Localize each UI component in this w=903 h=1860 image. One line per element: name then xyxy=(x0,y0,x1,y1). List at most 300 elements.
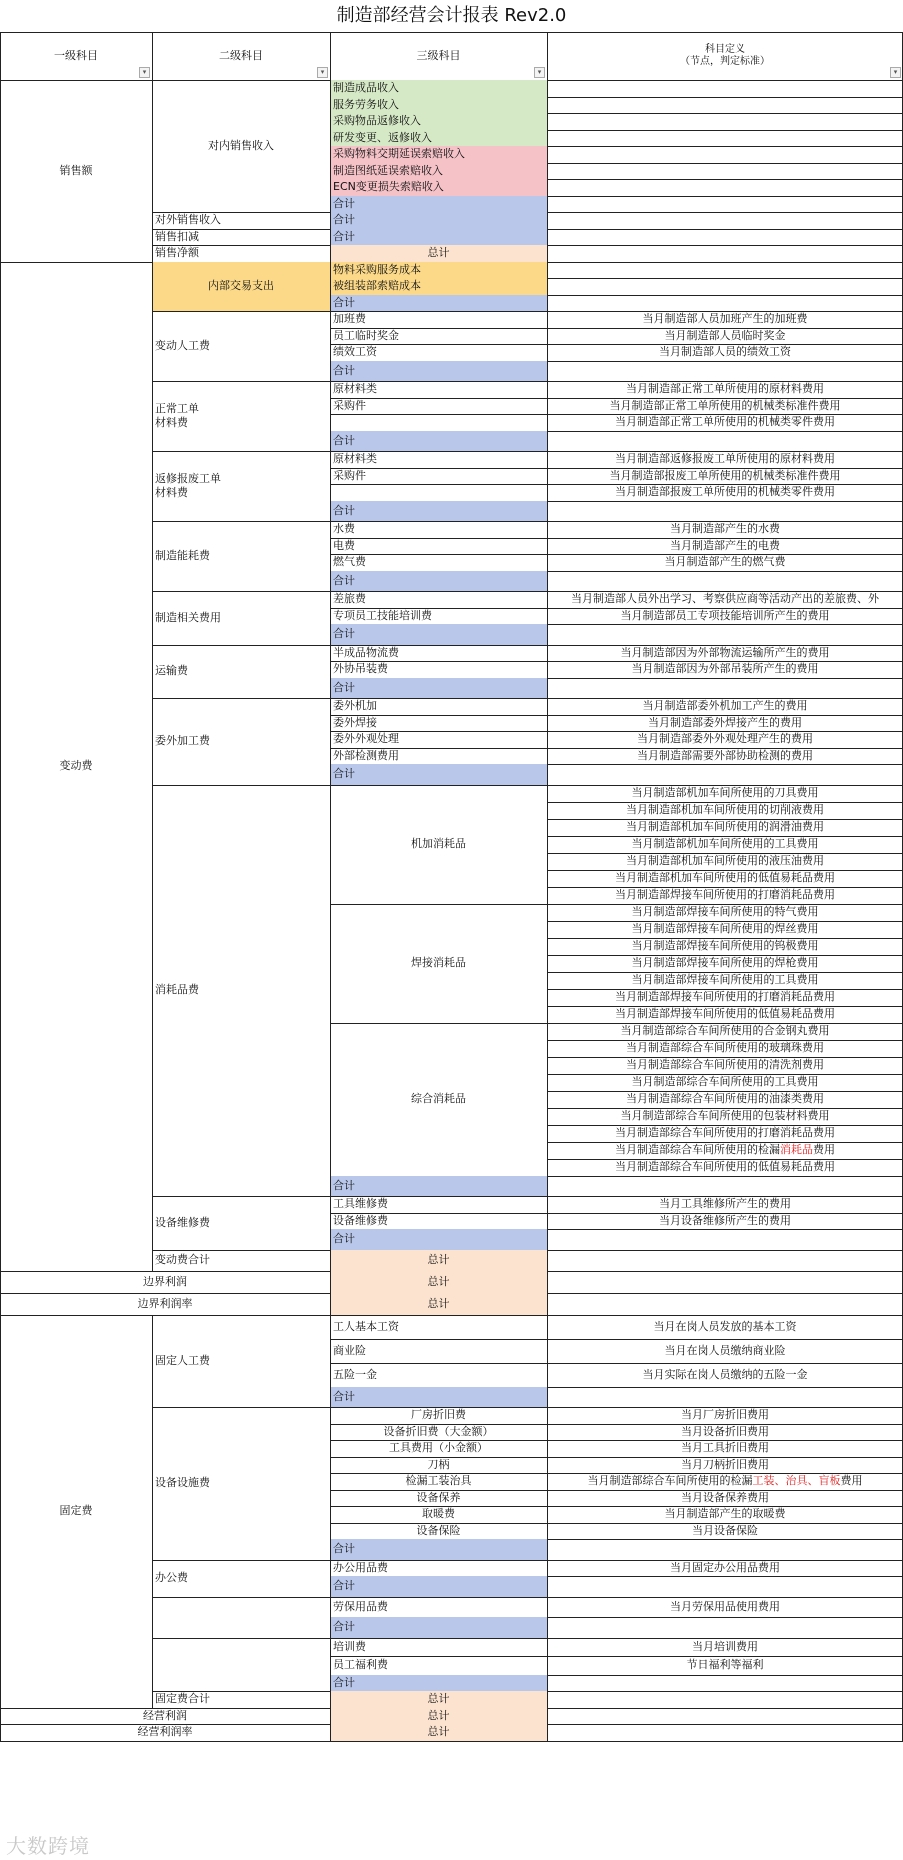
total-cell xyxy=(330,1691,547,1708)
definition-text: 当月工具维修所产生的费用 xyxy=(659,1197,791,1211)
definition-cell xyxy=(547,196,903,213)
definition-text: 当月制造部产生的电费 xyxy=(670,538,780,552)
subtotal-cell xyxy=(330,764,547,785)
definition-text: 当月制造部正常工单所使用的机械类标准件费用 xyxy=(609,398,841,412)
filter-dropdown-icon[interactable]: ▾ xyxy=(534,67,545,78)
level3-label: 燃气费 xyxy=(333,555,366,569)
definition-text: 当月制造部产生的取暖费 xyxy=(664,1507,786,1521)
definition-cell xyxy=(547,955,903,972)
definition-cell xyxy=(547,262,903,279)
level3-item xyxy=(330,1196,547,1213)
subtotal-cell xyxy=(330,1617,547,1638)
level3-item xyxy=(330,1407,547,1424)
subtotal-cell xyxy=(330,501,547,522)
definition-cell xyxy=(547,1159,903,1176)
level3-item xyxy=(330,554,547,571)
transport-label-text: 运输费 xyxy=(155,664,188,678)
subtotal-cell xyxy=(330,1539,547,1560)
definition-cell xyxy=(547,1576,903,1597)
definition-cell xyxy=(547,1363,903,1387)
margin-profit-text: 边界利润 xyxy=(143,1274,187,1288)
subtotal-label: 合计 xyxy=(333,295,355,309)
report-title: 制造部经营会计报表 Rev2.0 xyxy=(336,5,567,26)
definition-text: 当月设备维修所产生的费用 xyxy=(659,1213,791,1227)
level3-item xyxy=(330,278,547,295)
consumables-label xyxy=(152,785,330,1197)
definition-cell xyxy=(547,645,903,662)
variable-labor-label-text: 变动人工费 xyxy=(155,339,210,353)
header-level2-label: 二级科目 xyxy=(219,49,263,63)
rework-material-label-line: 返修报废工单 xyxy=(155,472,221,486)
definition-cell xyxy=(547,1315,903,1339)
level3-label: 设备折旧费（大金额） xyxy=(383,1424,494,1438)
definition-cell xyxy=(547,1617,903,1638)
definition-text: 当月制造部因为外部物流运输所产生的费用 xyxy=(620,645,830,659)
definition-text: 当月制造部机加车间所使用的低值易耗品费用 xyxy=(615,871,835,885)
total-label: 总计 xyxy=(427,246,450,260)
definition-text: 当月制造部综合车间所使用的玻璃珠费用 xyxy=(626,1041,824,1055)
operating-profit-label xyxy=(0,1708,330,1725)
definition-text: 费用 xyxy=(840,1474,863,1488)
definition-cell xyxy=(547,1213,903,1230)
definition-cell xyxy=(547,1387,903,1408)
definition-cell xyxy=(547,229,903,246)
definition-highlight: 工装、治具、盲板 xyxy=(752,1474,841,1488)
definition-cell xyxy=(547,1293,903,1315)
definition-cell xyxy=(547,212,903,229)
definition-text: 当月制造部人员的绩效工资 xyxy=(659,345,791,359)
definition-text: 当月制造部委外机加工产生的费用 xyxy=(642,699,808,713)
definition-cell xyxy=(547,521,903,538)
fixed-level1-label: 固定费 xyxy=(59,1504,93,1518)
level3-item xyxy=(330,1638,547,1657)
definition-text: 当月制造部机加车间所使用的刀具费用 xyxy=(631,786,819,800)
normal-material-label-line: 正常工单 xyxy=(155,402,199,416)
total-label: 总计 xyxy=(427,1725,450,1739)
definition-cell xyxy=(547,1040,903,1057)
definition-cell xyxy=(547,785,903,802)
filter-dropdown-icon[interactable]: ▾ xyxy=(890,67,901,78)
variable-total-label xyxy=(152,1250,330,1271)
level3-item xyxy=(330,661,547,678)
definition-sublabel: （节点，判定标准） xyxy=(680,56,770,67)
unlabeled-group xyxy=(152,1638,330,1692)
definition-text: 当月厂房折旧费用 xyxy=(681,1408,769,1422)
definition-cell xyxy=(547,431,903,452)
level3-label: 制造成品收入 xyxy=(333,81,399,95)
definition-text: 当月设备保险 xyxy=(692,1523,758,1537)
outsource-label xyxy=(152,698,330,785)
definition-text: 当月制造部返修报废工单所使用的原材料费用 xyxy=(615,452,835,466)
level3-label: 加班费 xyxy=(333,312,366,326)
definition-text: 当月制造部正常工单所使用的机械类零件费用 xyxy=(615,415,835,429)
level3-label: 办公用品费 xyxy=(333,1560,388,1574)
level3-item xyxy=(330,715,547,732)
definition-cell xyxy=(547,1196,903,1213)
level3-item xyxy=(330,1339,547,1363)
definition-text: 当月制造部委外焊接产生的费用 xyxy=(648,715,802,729)
subtotal-label: 合计 xyxy=(333,503,355,517)
header-level1-label: 一级科目 xyxy=(54,49,98,63)
definition-cell xyxy=(547,1006,903,1023)
general-consumables-label xyxy=(330,1023,547,1176)
level3-label: 工具费用（小金额） xyxy=(389,1441,488,1455)
welding-consumables-label-text: 焊接消耗品 xyxy=(411,956,466,970)
fixed-total-label xyxy=(152,1691,330,1708)
definition-text: 节日福利等福利 xyxy=(686,1658,764,1672)
facility-label xyxy=(152,1407,330,1560)
definition-text: 当月制造部焊接车间所使用的焊枪费用 xyxy=(631,956,819,970)
watermark: 大数跨境 xyxy=(6,1834,90,1858)
related-cost-label-text: 制造相关费用 xyxy=(155,610,221,624)
sales-deduction-label: 销售扣减 xyxy=(155,229,199,243)
level3-item xyxy=(330,1424,547,1441)
definition-cell xyxy=(547,1440,903,1457)
fixed-total-text: 固定费合计 xyxy=(155,1692,210,1706)
definition-cell xyxy=(547,80,903,97)
internal-trade-text: 内部交易支出 xyxy=(208,279,274,293)
sales-external-label: 对外销售收入 xyxy=(155,213,221,227)
definition-text: 当月制造部需要外部协助检测的费用 xyxy=(637,748,813,762)
definition-text: 当月制造部焊接车间所使用的焊丝费用 xyxy=(631,922,819,936)
level3-label: 工具维修费 xyxy=(333,1197,388,1211)
definition-highlight: 消耗品 xyxy=(780,1143,813,1157)
level3-item xyxy=(330,1315,547,1339)
total-cell xyxy=(330,1708,547,1725)
definition-cell xyxy=(547,921,903,938)
subtotal-cell xyxy=(330,431,547,452)
level3-item xyxy=(330,538,547,555)
subtotal-cell xyxy=(330,624,547,645)
level3-item xyxy=(330,484,547,501)
definition-text: 当月制造部人员加班产生的加班费 xyxy=(642,312,808,326)
definition-text: 当月制造部机加车间所使用的液压油费用 xyxy=(626,854,824,868)
level3-label: 设备维修费 xyxy=(333,1213,388,1227)
level3-item xyxy=(330,1560,547,1577)
definition-cell xyxy=(547,328,903,345)
level3-label: 委外外观处理 xyxy=(333,732,399,746)
header-level3-label: 三级科目 xyxy=(416,49,461,63)
definition-cell xyxy=(547,887,903,904)
definition-cell xyxy=(547,1091,903,1108)
level3-item xyxy=(330,645,547,662)
variable-total-text: 变动费合计 xyxy=(155,1253,210,1267)
definition-text: 当月制造部正常工单所使用的原材料费用 xyxy=(626,382,824,396)
level3-label: 刀柄 xyxy=(427,1457,450,1471)
definition-cell xyxy=(547,1424,903,1441)
level3-label: 专项员工技能培训费 xyxy=(333,608,432,622)
subtotal-label: 合计 xyxy=(333,1579,355,1593)
operating-profit-rate-label xyxy=(0,1724,330,1741)
definition-cell xyxy=(547,819,903,836)
definition-cell xyxy=(547,1597,903,1618)
level3-label: 工人基本工资 xyxy=(333,1319,399,1333)
definition-text: 当月实际在岗人员缴纳的五险一金 xyxy=(642,1367,808,1381)
definition-cell xyxy=(547,344,903,361)
subtotal-cell xyxy=(330,295,547,312)
sales-internal-label: 对内销售收入 xyxy=(208,139,274,153)
definition-cell xyxy=(547,1708,903,1725)
definition-cell xyxy=(547,468,903,485)
definition-text: 当月制造部产生的燃气费 xyxy=(664,555,786,569)
definition-cell xyxy=(547,1108,903,1125)
definition-text: 当月固定办公用品费用 xyxy=(670,1560,780,1574)
definition-text: 当月制造部综合车间所使用的工具费用 xyxy=(631,1075,819,1089)
level3-item xyxy=(330,97,547,114)
level3-item xyxy=(330,398,547,415)
definition-text: 当月制造部机加车间所使用的工具费用 xyxy=(631,837,819,851)
definition-text: 当月制造部焊接车间所使用的打磨消耗品费用 xyxy=(615,990,835,1004)
level3-label: 厂房折旧费 xyxy=(411,1408,466,1422)
total-label: 总计 xyxy=(427,1274,450,1288)
definition-text: 当月制造部综合车间所使用的包装材料费用 xyxy=(620,1109,830,1123)
definition-cell xyxy=(547,1023,903,1040)
definition-text: 当月制造部综合车间所使用的检漏 xyxy=(587,1474,753,1488)
definition-cell xyxy=(547,361,903,382)
header-definition-column-header xyxy=(547,32,903,80)
grid-line xyxy=(330,32,331,1741)
unlabeled-group xyxy=(152,1597,330,1638)
level3-item xyxy=(330,1523,547,1540)
definition-cell xyxy=(547,1407,903,1424)
total-cell xyxy=(330,1250,547,1271)
definition-cell xyxy=(547,836,903,853)
definition-cell xyxy=(547,802,903,819)
subtotal-label: 合计 xyxy=(333,1389,355,1403)
subtotal-label: 合计 xyxy=(333,1675,355,1689)
level3-label: 商业险 xyxy=(333,1343,366,1357)
definition-text: 当月工具折旧费用 xyxy=(681,1441,769,1455)
definition-cell xyxy=(547,179,903,196)
total-label: 总计 xyxy=(427,1296,450,1310)
level3-label: 差旅费 xyxy=(333,592,366,606)
total-cell xyxy=(330,245,547,262)
level3-label: 劳保用品费 xyxy=(333,1599,388,1613)
level3-item xyxy=(330,311,547,328)
rework-material-label-line: 材料费 xyxy=(155,486,188,499)
subtotal-label: 合计 xyxy=(333,433,355,447)
grid-line xyxy=(0,32,903,33)
level3-item xyxy=(330,748,547,765)
operating-profit-rate-text: 经营利润率 xyxy=(137,1725,193,1739)
definition-text: 当月制造部机加车间所使用的切削液费用 xyxy=(626,803,824,817)
header-level3-column-header xyxy=(330,32,547,80)
fixed-labor-text: 固定人工费 xyxy=(155,1353,210,1367)
level3-item xyxy=(330,1473,547,1490)
definition-cell xyxy=(547,1250,903,1271)
level3-label: 设备保养 xyxy=(416,1490,461,1504)
equipment-repair-label xyxy=(152,1196,330,1250)
definition-cell xyxy=(547,295,903,312)
level3-item xyxy=(330,1457,547,1474)
definition-text: 当月劳保用品使用费用 xyxy=(670,1599,780,1613)
subtotal-cell xyxy=(330,1229,547,1250)
definition-text: 当月培训费用 xyxy=(692,1639,758,1653)
level3-item xyxy=(330,179,547,196)
definition-text: 当月制造部员工专项技能培训所产生的费用 xyxy=(620,608,830,622)
definition-cell xyxy=(547,764,903,785)
definition-cell xyxy=(547,698,903,715)
definition-cell xyxy=(547,1457,903,1474)
definition-cell xyxy=(547,414,903,431)
subtotal-label: 合计 xyxy=(333,680,355,694)
level3-item xyxy=(330,1506,547,1523)
definition-text: 当月刀柄折旧费用 xyxy=(681,1457,769,1471)
definition-text: 当月制造部人员临时奖金 xyxy=(664,328,786,342)
level3-label: 外部检测费用 xyxy=(333,748,399,762)
related-cost-label xyxy=(152,591,330,645)
level3-item xyxy=(330,113,547,130)
definition-cell xyxy=(547,715,903,732)
definition-text: 当月制造部焊接车间所使用的特气费用 xyxy=(631,905,819,919)
subtotal-label: 合计 xyxy=(333,1232,355,1246)
level3-label: 服务劳务收入 xyxy=(333,97,399,111)
equipment-repair-label-text: 设备维修费 xyxy=(155,1215,210,1229)
definition-text: 当月制造部焊接车间所使用的钨极费用 xyxy=(631,939,819,953)
definition-cell xyxy=(547,1560,903,1577)
definition-cell xyxy=(547,163,903,180)
subtotal-label: 合计 xyxy=(333,213,355,227)
definition-cell xyxy=(547,989,903,1006)
level3-label: 委外机加 xyxy=(333,699,377,713)
definition-cell xyxy=(547,1539,903,1560)
definition-cell xyxy=(547,278,903,295)
level3-label: 半成品物流费 xyxy=(333,645,399,659)
general-consumables-label-text: 综合消耗品 xyxy=(411,1092,466,1106)
header-level1-column-header xyxy=(0,32,152,80)
definition-cell xyxy=(547,538,903,555)
total-cell xyxy=(330,1271,547,1293)
level3-label: 研发变更、返修收入 xyxy=(333,130,432,144)
level3-label: 员工福利费 xyxy=(333,1658,388,1672)
filter-dropdown-icon[interactable]: ▾ xyxy=(139,67,150,78)
level3-item xyxy=(330,731,547,748)
energy-label-text: 制造能耗费 xyxy=(155,549,210,563)
definition-cell xyxy=(547,661,903,678)
total-cell xyxy=(330,1724,547,1741)
definition-text: 当月制造部人员外出学习、考察供应商等活动产出的差旅费、外 xyxy=(571,592,879,606)
variable-level1-label: 变动费 xyxy=(59,759,93,773)
level3-item xyxy=(330,1213,547,1230)
level3-item xyxy=(330,414,547,431)
machining-consumables-label-text: 机加消耗品 xyxy=(411,837,466,851)
level3-item xyxy=(330,591,547,608)
level3-item xyxy=(330,130,547,147)
definition-text: 当月制造部综合车间所使用的低值易耗品费用 xyxy=(615,1160,835,1174)
level3-label: 采购物品返修收入 xyxy=(333,114,421,128)
level3-label: 检漏工装治具 xyxy=(405,1474,472,1488)
definition-text: 当月制造部焊接车间所使用的打磨消耗品费用 xyxy=(615,888,835,902)
subtotal-cell xyxy=(330,1576,547,1597)
subtotal-label: 合计 xyxy=(333,1542,355,1556)
definition-cell xyxy=(547,1656,903,1675)
level3-item xyxy=(330,1597,547,1618)
definition-cell xyxy=(547,591,903,608)
level3-item xyxy=(330,1363,547,1387)
definition-text: 当月设备保养费用 xyxy=(681,1490,769,1504)
margin-rate-text: 边界利润率 xyxy=(137,1296,193,1310)
total-label: 总计 xyxy=(427,1253,450,1267)
definition-cell xyxy=(547,451,903,468)
level3-item xyxy=(330,163,547,180)
operating-profit-text: 经营利润 xyxy=(143,1708,187,1722)
definition-cell xyxy=(547,1142,903,1159)
energy-label xyxy=(152,521,330,591)
level3-label: 被组装部索赔成本 xyxy=(333,279,421,293)
definition-text: 当月制造部焊接车间所使用的低值易耗品费用 xyxy=(615,1007,835,1021)
definition-cell xyxy=(547,398,903,415)
level3-item xyxy=(330,1440,547,1457)
definition-cell xyxy=(547,311,903,328)
machining-consumables-label xyxy=(330,785,547,904)
total-label: 总计 xyxy=(427,1692,450,1706)
definition-text: 当月制造部综合车间所使用的清洗剂费用 xyxy=(626,1058,824,1072)
level3-item xyxy=(330,608,547,625)
definition-cell xyxy=(547,1473,903,1490)
internal-trade-label xyxy=(152,262,330,312)
definition-cell xyxy=(547,484,903,501)
subtotal-cell xyxy=(330,196,547,213)
definition-cell xyxy=(547,1176,903,1197)
filter-dropdown-icon[interactable]: ▾ xyxy=(317,67,328,78)
definition-text: 当月设备折旧费用 xyxy=(681,1424,769,1438)
subtotal-cell xyxy=(330,571,547,592)
definition-cell xyxy=(547,1675,903,1692)
definition-cell xyxy=(547,1229,903,1250)
level3-label: 采购物料交期延误索赔收入 xyxy=(333,147,465,161)
definition-cell xyxy=(547,624,903,645)
definition-text: 当月制造部委外外观处理产生的费用 xyxy=(637,732,813,746)
rework-material-label xyxy=(152,451,330,521)
welding-consumables-label xyxy=(330,904,547,1023)
normal-material-label-line: 材料费 xyxy=(155,416,188,429)
level3-item xyxy=(330,80,547,97)
definition-label: 科目定义 xyxy=(705,43,745,55)
definition-cell xyxy=(547,571,903,592)
subtotal-cell xyxy=(330,678,547,699)
definition-cell xyxy=(547,938,903,955)
subtotal-cell xyxy=(330,212,547,229)
level3-item xyxy=(330,262,547,279)
level3-item xyxy=(330,521,547,538)
definition-text: 当月在岗人员缴纳商业险 xyxy=(664,1343,786,1357)
margin-profit-label xyxy=(0,1271,330,1293)
definition-cell xyxy=(547,1339,903,1363)
subtotal-label: 合计 xyxy=(333,196,355,210)
level3-item xyxy=(330,1490,547,1507)
level3-item xyxy=(330,344,547,361)
level3-item xyxy=(330,1656,547,1675)
subtotal-cell xyxy=(330,361,547,382)
definition-cell xyxy=(547,1506,903,1523)
subtotal-label: 合计 xyxy=(333,229,355,243)
office-label-text: 办公费 xyxy=(155,1571,188,1585)
level3-label: 五险一金 xyxy=(333,1367,377,1381)
definition-cell xyxy=(547,608,903,625)
definition-cell xyxy=(547,1125,903,1142)
header-level2-column-header xyxy=(152,32,330,80)
level3-label: 委外焊接 xyxy=(333,715,377,729)
total-label: 总计 xyxy=(427,1708,450,1722)
definition-cell xyxy=(547,1523,903,1540)
level3-label: 设备保险 xyxy=(416,1523,461,1537)
subtotal-label: 合计 xyxy=(333,1620,355,1634)
definition-text: 当月制造部综合车间所使用的合金钢丸费用 xyxy=(620,1024,830,1038)
definition-text: 费用 xyxy=(813,1143,835,1157)
definition-text: 当月制造部综合车间所使用的油漆类费用 xyxy=(626,1092,824,1106)
margin-rate-label xyxy=(0,1293,330,1315)
office-label xyxy=(152,1560,330,1597)
